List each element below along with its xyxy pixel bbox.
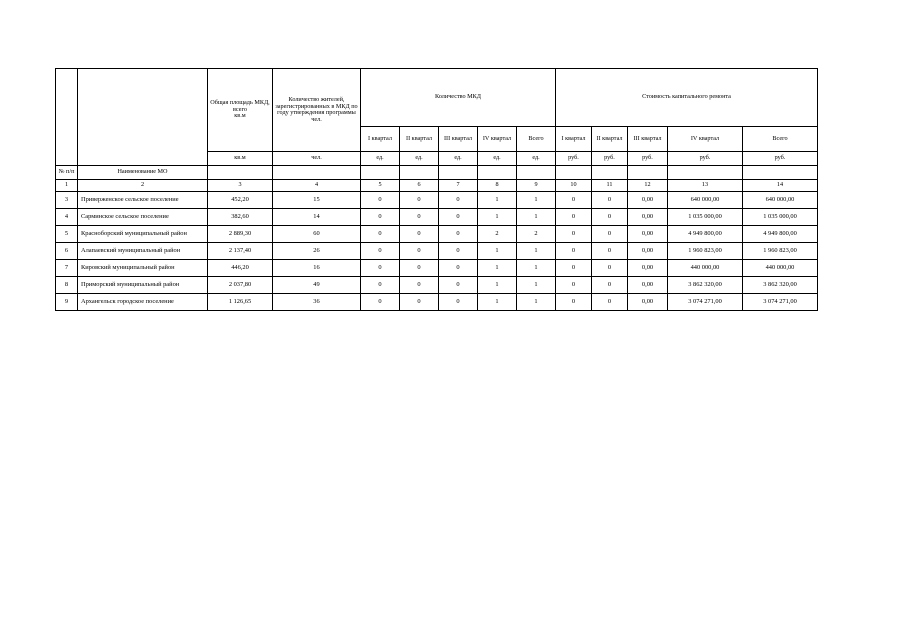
- header-cost-total: Всего: [743, 126, 818, 151]
- header-mkd-unit-total: ед.: [517, 152, 556, 166]
- header-spacer-mkd-q2: [400, 166, 439, 180]
- row-mkd-q4: 1: [478, 277, 517, 294]
- row-residents: 16: [273, 260, 361, 277]
- table-row: [56, 209, 818, 226]
- table-row: [56, 277, 818, 294]
- header-cost-q4: IV квартал: [668, 126, 743, 151]
- colnum-2: 2: [78, 180, 208, 192]
- header-mkd-unit-q4: ед.: [478, 152, 517, 166]
- header-cost-unit-q4: руб.: [668, 152, 743, 166]
- header-residents-label: Количество жителей, зарегистрированных в МКД по году утверждения программы: [275, 96, 358, 116]
- colnum-11: 11: [592, 180, 628, 192]
- row-residents: 60: [273, 226, 361, 243]
- row-cost-total: 3 862 320,00: [743, 277, 818, 294]
- colnum-8: 8: [478, 180, 517, 192]
- header-spacer-mkd-q1: [361, 166, 400, 180]
- header-area-label: Общая площадь МКД, всего: [210, 99, 270, 113]
- row-cost-total: 1 035 000,00: [743, 209, 818, 226]
- row-cost-q1: 0: [556, 226, 592, 243]
- row-cost-q1: 0: [556, 260, 592, 277]
- header-cell-residents: [273, 69, 361, 152]
- header-cell-area: [208, 69, 273, 152]
- capital-repair-table: [55, 68, 818, 311]
- header-cell-municipality: [78, 69, 208, 166]
- row-mkd-q1: 0: [361, 209, 400, 226]
- header-group-repair-cost: Стоимость капитального ремонта: [556, 69, 818, 127]
- row-mkd-q3: 0: [439, 209, 478, 226]
- row-mkd-total: 1: [517, 243, 556, 260]
- row-mkd-q1: 0: [361, 192, 400, 209]
- header-spacer-mkd-total: [517, 166, 556, 180]
- header-mkd-q1: I квартал: [361, 126, 400, 151]
- row-cost-q3: 0,00: [628, 243, 668, 260]
- header-spacer-cost-q4: [668, 166, 743, 180]
- row-area: 2 137,40: [208, 243, 273, 260]
- colnum-10: 10: [556, 180, 592, 192]
- header-cost-q2: II квартал: [592, 126, 628, 151]
- row-mkd-q2: 0: [400, 294, 439, 311]
- colnum-14: 14: [743, 180, 818, 192]
- header-cell-number: [56, 69, 78, 166]
- row-mkd-q1: 0: [361, 277, 400, 294]
- row-mkd-q3: 0: [439, 243, 478, 260]
- table-row: [56, 226, 818, 243]
- header-spacer-area: [208, 166, 273, 180]
- row-municipality: Сарминское сельское поселение: [78, 209, 208, 226]
- header-mkd-total: Всего: [517, 126, 556, 151]
- row-area: 2 889,30: [208, 226, 273, 243]
- row-cost-q1: 0: [556, 192, 592, 209]
- row-cost-total: 4 949 800,00: [743, 226, 818, 243]
- row-mkd-q4: 1: [478, 294, 517, 311]
- row-mkd-q4: 1: [478, 243, 517, 260]
- row-mkd-q3: 0: [439, 226, 478, 243]
- row-number: 8: [56, 277, 78, 294]
- row-mkd-q3: 0: [439, 294, 478, 311]
- header-spacer-cost-total: [743, 166, 818, 180]
- row-cost-q1: 0: [556, 294, 592, 311]
- header-mkd-unit-q3: ед.: [439, 152, 478, 166]
- row-mkd-q3: 0: [439, 192, 478, 209]
- row-mkd-q2: 0: [400, 226, 439, 243]
- row-municipality: Приморский муниципальный район: [78, 277, 208, 294]
- row-cost-q2: 0: [592, 243, 628, 260]
- header-group-mkd-count: Количество МКД: [361, 69, 556, 127]
- table-column-numbering-row: [56, 180, 818, 192]
- colnum-7: 7: [439, 180, 478, 192]
- row-cost-q4: 640 000,00: [668, 192, 743, 209]
- table-header-row-labels: [56, 166, 818, 180]
- row-municipality: Красноборский муниципальный район: [78, 226, 208, 243]
- row-mkd-q1: 0: [361, 243, 400, 260]
- row-mkd-q3: 0: [439, 260, 478, 277]
- row-cost-q2: 0: [592, 294, 628, 311]
- row-residents: 49: [273, 277, 361, 294]
- row-cost-q1: 0: [556, 209, 592, 226]
- header-cost-unit-q1: руб.: [556, 152, 592, 166]
- document-page: [55, 68, 817, 311]
- header-area-unit: кв.м: [234, 112, 246, 120]
- row-municipality: Кировский муниципальный район: [78, 260, 208, 277]
- colnum-6: 6: [400, 180, 439, 192]
- row-residents: 36: [273, 294, 361, 311]
- header-label-municipality: Наименование МО: [78, 166, 208, 180]
- header-mkd-unit-q2: ед.: [400, 152, 439, 166]
- row-cost-q2: 0: [592, 192, 628, 209]
- row-municipality: Алапаевский муниципальный район: [78, 243, 208, 260]
- row-area: 446,20: [208, 260, 273, 277]
- row-cost-q2: 0: [592, 226, 628, 243]
- header-cost-q1: I квартал: [556, 126, 592, 151]
- row-mkd-q2: 0: [400, 277, 439, 294]
- row-cost-q3: 0,00: [628, 277, 668, 294]
- row-cost-q2: 0: [592, 260, 628, 277]
- header-spacer-cost-q1: [556, 166, 592, 180]
- row-mkd-q1: 0: [361, 260, 400, 277]
- row-cost-total: 3 074 271,00: [743, 294, 818, 311]
- header-mkd-q2: II квартал: [400, 126, 439, 151]
- colnum-9: 9: [517, 180, 556, 192]
- row-cost-total: 440 000,00: [743, 260, 818, 277]
- header-cost-unit-q2: руб.: [592, 152, 628, 166]
- row-cost-q4: 1 035 000,00: [668, 209, 743, 226]
- row-mkd-q1: 0: [361, 226, 400, 243]
- row-municipality: Приверженское сельское поселение: [78, 192, 208, 209]
- row-number: 7: [56, 260, 78, 277]
- row-cost-total: 640 000,00: [743, 192, 818, 209]
- table-row: [56, 192, 818, 209]
- row-residents: 14: [273, 209, 361, 226]
- row-mkd-q1: 0: [361, 294, 400, 311]
- row-cost-q4: 440 000,00: [668, 260, 743, 277]
- row-residents: 26: [273, 243, 361, 260]
- colnum-1: 1: [56, 180, 78, 192]
- header-spacer-cost-q3: [628, 166, 668, 180]
- row-mkd-total: 1: [517, 192, 556, 209]
- row-area: 452,20: [208, 192, 273, 209]
- header-cost-q3: III квартал: [628, 126, 668, 151]
- row-number: 5: [56, 226, 78, 243]
- row-number: 4: [56, 209, 78, 226]
- row-mkd-total: 1: [517, 294, 556, 311]
- table-header-row-groups: [56, 69, 818, 127]
- header-mkd-q4: IV квартал: [478, 126, 517, 151]
- header-mkd-unit-q1: ед.: [361, 152, 400, 166]
- row-cost-q2: 0: [592, 209, 628, 226]
- row-number: 9: [56, 294, 78, 311]
- row-mkd-q2: 0: [400, 209, 439, 226]
- header-cost-unit-q3: руб.: [628, 152, 668, 166]
- colnum-3: 3: [208, 180, 273, 192]
- header-cost-unit-total: руб.: [743, 152, 818, 166]
- row-cost-total: 1 960 823,00: [743, 243, 818, 260]
- row-cost-q3: 0,00: [628, 209, 668, 226]
- row-mkd-q4: 1: [478, 209, 517, 226]
- header-spacer-mkd-q4: [478, 166, 517, 180]
- row-mkd-q4: 1: [478, 192, 517, 209]
- row-mkd-total: 2: [517, 226, 556, 243]
- header-spacer-mkd-q3: [439, 166, 478, 180]
- row-cost-q3: 0,00: [628, 226, 668, 243]
- row-mkd-total: 1: [517, 209, 556, 226]
- row-cost-q3: 0,00: [628, 192, 668, 209]
- row-mkd-q2: 0: [400, 243, 439, 260]
- table-row: [56, 260, 818, 277]
- row-mkd-q2: 0: [400, 260, 439, 277]
- row-mkd-total: 1: [517, 260, 556, 277]
- colnum-13: 13: [668, 180, 743, 192]
- row-mkd-q2: 0: [400, 192, 439, 209]
- row-residents: 15: [273, 192, 361, 209]
- row-number: 6: [56, 243, 78, 260]
- row-cost-q2: 0: [592, 277, 628, 294]
- header-mkd-q3: III квартал: [439, 126, 478, 151]
- colnum-12: 12: [628, 180, 668, 192]
- row-cost-q3: 0,00: [628, 260, 668, 277]
- header-spacer-cost-q2: [592, 166, 628, 180]
- header-label-number: № п/п: [56, 166, 78, 180]
- row-cost-q4: 4 949 800,00: [668, 226, 743, 243]
- table-row: [56, 294, 818, 311]
- row-cost-q4: 3 074 271,00: [668, 294, 743, 311]
- row-mkd-q3: 0: [439, 277, 478, 294]
- row-mkd-total: 1: [517, 277, 556, 294]
- row-cost-q4: 1 960 823,00: [668, 243, 743, 260]
- header-area-unit-row: кв.м: [208, 152, 273, 166]
- header-residents-unit: чел.: [311, 115, 322, 123]
- row-area: 382,60: [208, 209, 273, 226]
- row-cost-q3: 0,00: [628, 294, 668, 311]
- row-number: 3: [56, 192, 78, 209]
- header-spacer-residents: [273, 166, 361, 180]
- row-area: 1 126,65: [208, 294, 273, 311]
- row-mkd-q4: 1: [478, 260, 517, 277]
- row-cost-q1: 0: [556, 243, 592, 260]
- header-residents-unit-row: чел.: [273, 152, 361, 166]
- colnum-5: 5: [361, 180, 400, 192]
- row-municipality: Архангельск городское поселение: [78, 294, 208, 311]
- colnum-4: 4: [273, 180, 361, 192]
- row-mkd-q4: 2: [478, 226, 517, 243]
- row-area: 2 037,80: [208, 277, 273, 294]
- table-row: [56, 243, 818, 260]
- row-cost-q1: 0: [556, 277, 592, 294]
- row-cost-q4: 3 862 320,00: [668, 277, 743, 294]
